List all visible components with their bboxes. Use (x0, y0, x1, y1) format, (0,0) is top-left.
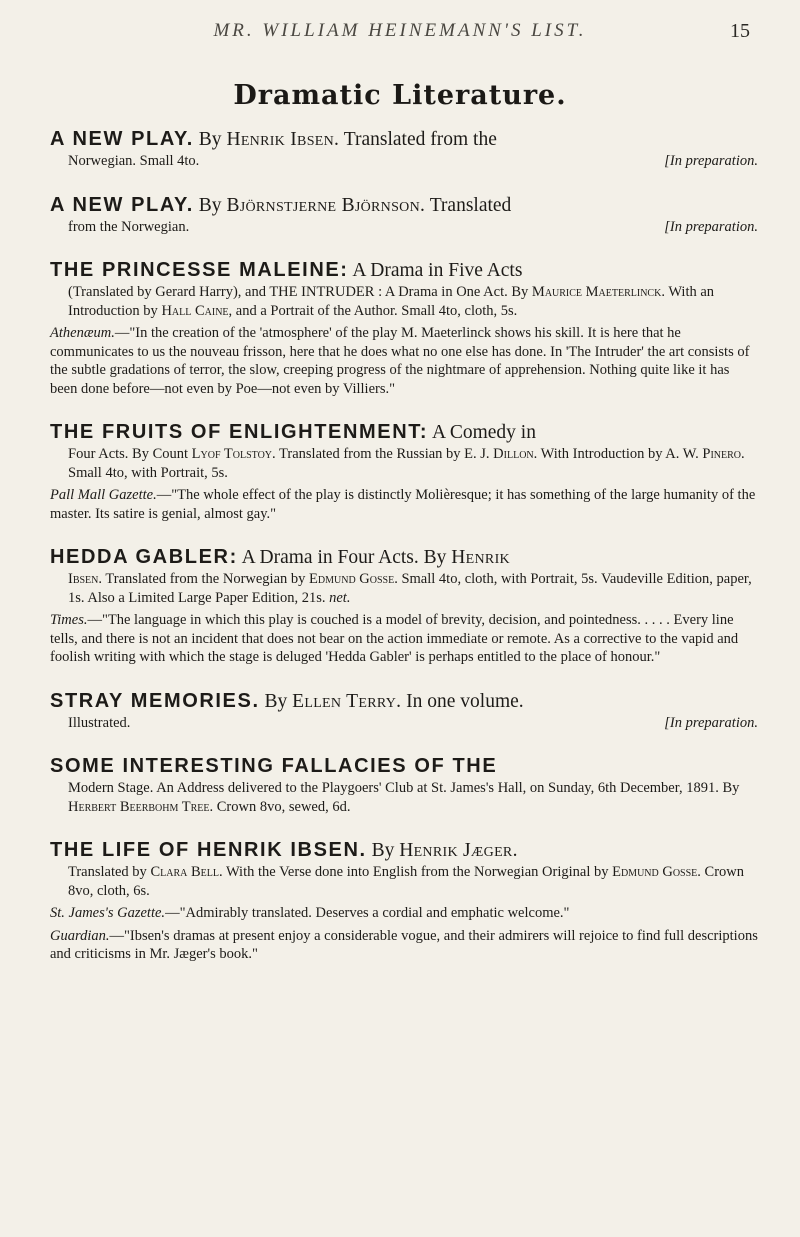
entry-desc: (Translated by Gerard Harry), and THE INTRUDER : A Drama in One Act. By (68, 284, 529, 300)
review-text: —"The language in which this play is couched is a model of brevity, decision, and pointedness. . . . . Every line tells, and there is not an incident that does not bear on the action immediate or remote. As a corrective to the vapid and foolish writing with which the stage is deluged 'Hedda Gabler' is perhaps entitled to the place of honour." (50, 612, 739, 665)
entry-heading (50, 193, 758, 218)
entry-description (68, 570, 758, 607)
review-source: St. James's Gazette. (50, 905, 166, 921)
entry-description (68, 445, 758, 482)
entry-by: By (198, 129, 222, 150)
entry-status: [In preparation. (664, 714, 758, 731)
entry-fruits-of-enlightenment (50, 420, 758, 523)
entry-desc: Translated from the Russian by E. J. (279, 446, 490, 462)
entry-author: Henrik Jæger. (399, 840, 518, 861)
review-text: —"Ibsen's dramas at present enjoy a considerable vogue, and their admirers will rejoice to find full descriptions and criticisms in Mr. Jæger's book." (50, 927, 758, 962)
entry-introducer: Hall Caine, (161, 302, 233, 319)
entry-author: Herbert Beerbohm Tree. (68, 798, 214, 815)
entry-author: Henrik (451, 547, 510, 568)
review-source: Athenæum. (50, 325, 115, 341)
entry-title: A NEW PLAY. (50, 128, 194, 150)
entry-desc: Illustrated. (68, 714, 131, 731)
review-source: Guardian. (50, 927, 110, 944)
entry-author: Maurice Maeterlinck. (531, 284, 665, 300)
entry-subtitle: A Comedy in (431, 422, 536, 443)
entry-desc: Four Acts. By Count (68, 446, 189, 462)
entry-note: In one volume. (406, 690, 524, 712)
entry-review (50, 611, 758, 667)
entry-description (68, 152, 758, 171)
review-source: Times. (50, 612, 88, 628)
entry-desc: Modern Stage. An Address delivered to the Playgoers' Club at St. James's Hall, on Sunday, 6th December, 1891. By (68, 780, 740, 796)
entry-desc: Translated by (68, 864, 147, 880)
entry-desc: Crown 8vo, sewed, 6d. (216, 798, 351, 815)
entry-heading (50, 258, 758, 283)
entry-heading (50, 545, 758, 570)
entry-net: net. (329, 589, 351, 606)
entry-title: THE PRINCESSE MALEINE: (50, 259, 349, 281)
entry-author: Ellen Terry. (292, 690, 402, 712)
entry-desc: Translated from the Norwegian by (105, 571, 306, 587)
entry-heading (50, 420, 758, 445)
entry-verse-translator: Edmund Gosse. (612, 864, 701, 880)
entry-desc: Small 4to, cloth, with Portrait, 5s. Vaudeville Edition, paper, 1s. Also a Limited Large Paper Edition, 21s. (68, 571, 752, 606)
page-number: 15 (730, 20, 750, 42)
entry-heading (50, 838, 758, 863)
entry-by: By (264, 690, 288, 712)
entry-review (50, 486, 758, 523)
entry-author: Lyof Tolstoy. (191, 446, 276, 462)
entry-heading (50, 127, 758, 152)
entry-desc: Crown 8vo, cloth, 6s. (68, 864, 745, 899)
entry-by: By (198, 194, 222, 216)
entry-list (50, 127, 758, 986)
entry-title: SOME INTERESTING FALLACIES OF THE (50, 755, 498, 777)
running-head (0, 20, 800, 50)
entry-interesting-fallacies (50, 754, 758, 816)
entry-stray-memories (50, 689, 758, 733)
entry-heading (50, 754, 758, 779)
entry-author: Henrik Ibsen. (226, 129, 340, 150)
entry-introducer: Pinero. (702, 446, 745, 462)
entry-title: THE FRUITS OF ENLIGHTENMENT: (50, 421, 429, 443)
entry-life-of-ibsen (50, 838, 758, 964)
entry-title: STRAY MEMORIES. (50, 689, 260, 712)
entry-desc: Norwegian. Small 4to. (68, 153, 200, 169)
entry-title: A NEW PLAY. (50, 193, 194, 216)
entry-princesse-maleine (50, 258, 758, 398)
entry-author: Björnstjerne Björnson. (226, 194, 426, 216)
entry-ibsen-new-play (50, 127, 758, 171)
entry-hedda-gabler (50, 545, 758, 667)
entry-description (68, 283, 758, 320)
entry-review (50, 927, 758, 964)
entry-by: By (371, 840, 395, 861)
entry-review (50, 904, 758, 923)
running-title: MR. WILLIAM HEINEMANN'S LIST. (213, 20, 587, 41)
entry-status: [In preparation. (664, 218, 758, 235)
entry-description (68, 863, 758, 900)
entry-translator: Clara Bell. (150, 864, 223, 880)
section-title: Dramatic Literature. (233, 80, 567, 111)
entry-desc: With the Verse done into English from the Norwegian Original by (225, 864, 609, 880)
entry-note: Translated (429, 194, 512, 216)
review-text: —"In the creation of the 'atmosphere' of the play M. Maeterlinck shows his skill. It is here that he communicates to us the nouveau frisson, here that he does what no one else has done. In 'The Intruder' the art consists of the subtle gradations of terror, the slow, creeping progress of the nightmare of apprehension. Nothing quite like it has been done before—not even by Poe—not even by Villiers." (50, 325, 750, 397)
review-text: —"The whole effect of the play is distinctly Molièresque; it has something of the large humanity of the master. Its satire is genial, almost gay." (50, 487, 756, 522)
entry-translator: Edmund Gosse. (309, 571, 398, 587)
review-text: —"Admirably translated. Deserves a cordial and emphatic welcome." (165, 905, 570, 921)
entry-subtitle: A Drama in Four Acts. By (241, 547, 447, 568)
entry-desc: Small 4to, with Portrait, 5s. (68, 464, 228, 481)
entry-title: HEDDA GABLER: (50, 546, 238, 568)
review-source: Pall Mall Gazette. (50, 487, 157, 503)
entry-description (68, 218, 758, 237)
entry-author-surname: Ibsen. (68, 571, 103, 587)
entry-title: THE LIFE OF HENRIK IBSEN. (50, 839, 367, 861)
entry-desc: With Introduction by A. W. (540, 446, 699, 462)
entry-translator: Dillon. (493, 446, 538, 462)
entry-description (68, 779, 758, 816)
entry-desc: and a Portrait of the Author. Small 4to, cloth, 5s. (235, 302, 518, 319)
entry-bjornson-new-play (50, 193, 758, 237)
entry-status: [In preparation. (664, 153, 758, 169)
entry-review (50, 324, 758, 398)
entry-subtitle: A Drama in Five Acts (352, 260, 523, 281)
entry-desc: from the Norwegian. (68, 218, 190, 235)
entry-desc: With an Introduction by (68, 284, 715, 319)
entry-description (68, 714, 758, 733)
entry-heading (50, 689, 758, 714)
entry-note: Translated from the (343, 129, 497, 150)
